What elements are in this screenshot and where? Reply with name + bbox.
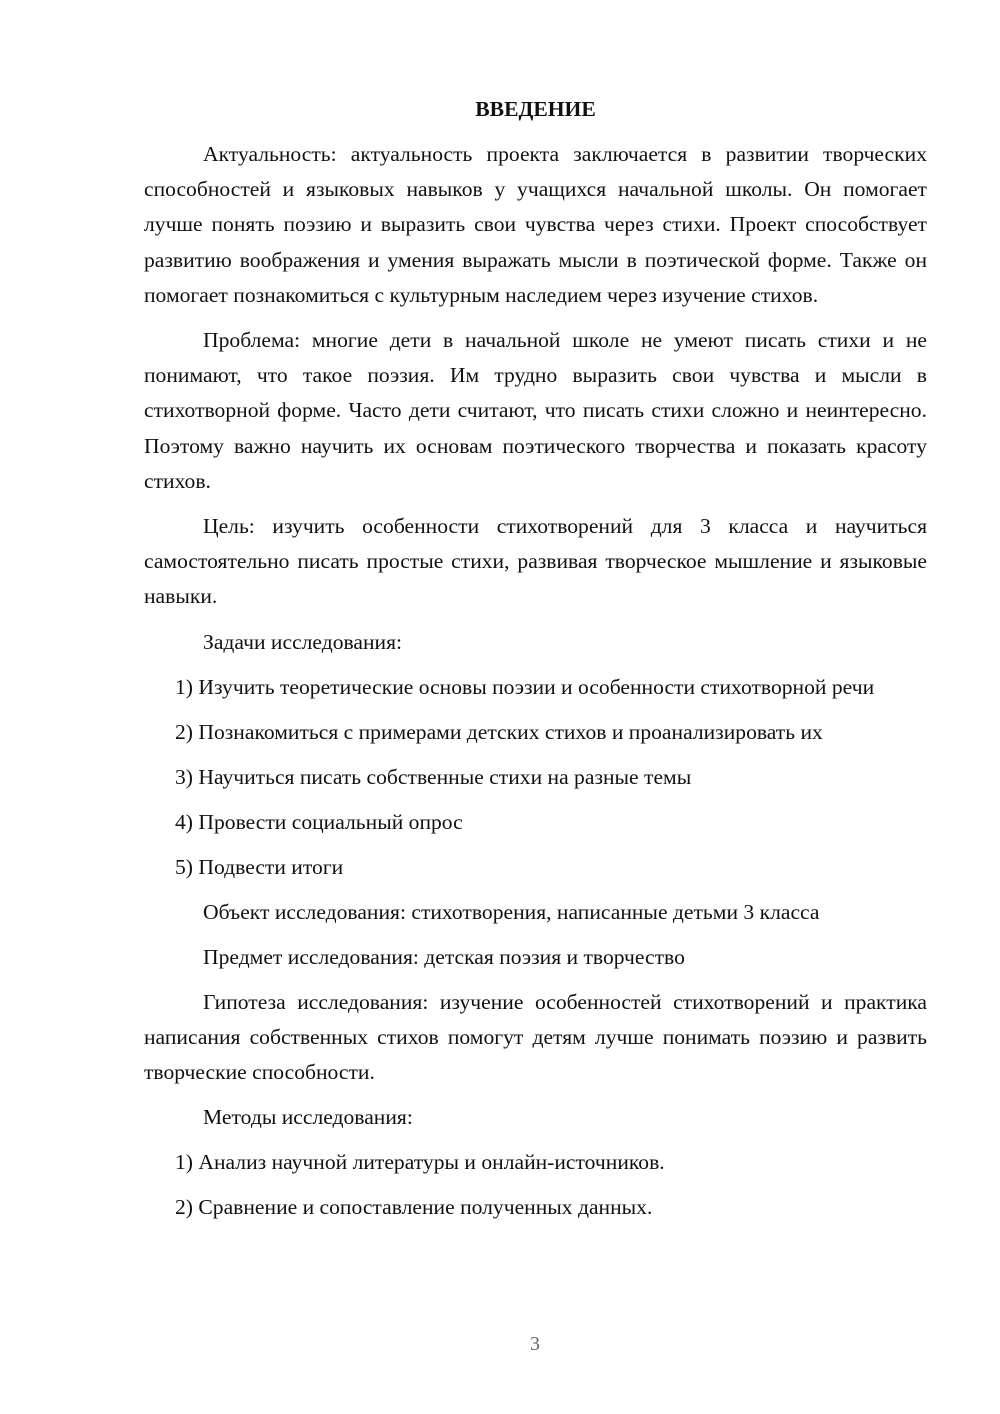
tasks-heading: Задачи исследования: [203, 629, 403, 654]
hypothesis-paragraph: Гипотеза исследования: изучение особенностей стихотворений и практика написания собственных стихов помогут детям лучше понимать поэзию и развить творческие способности. [144, 989, 927, 1085]
subject-paragraph: Предмет исследования: детская поэзия и творчество [203, 944, 685, 969]
task-item: 5) Подвести итоги [175, 854, 344, 879]
task-item: 2) Познакомиться с примерами детских стихов и проанализировать их [175, 719, 823, 744]
page-number: 3 [530, 1333, 540, 1355]
task-item: 4) Провести социальный опрос [175, 809, 463, 834]
method-item: 1) Анализ научной литературы и онлайн-источников. [175, 1150, 665, 1175]
section-title: ВВЕДЕНИЕ [475, 97, 596, 121]
object-paragraph: Объект исследования: стихотворения, написанные детьми 3 класса [203, 899, 820, 924]
document-page [144, 92, 927, 1235]
problem-paragraph: Проблема: многие дети в начальной школе не умеют писать стихи и не понимают, что такое поэзия. Им трудно выразить свои чувства и мысли в стихотворной форме. Часто дети считают, что писать стихи сложно и неинтересно. Поэтому важно научить их основам поэтического творчества и показать красоту стихов. [144, 328, 927, 493]
task-item: 3) Научиться писать собственные стихи на разные темы [175, 764, 692, 789]
relevance-paragraph: Актуальность: актуальность проекта заключается в развитии творческих способностей и языковых навыков у учащихся начальной школы. Он помогает лучше понять поэзию и выразить свои чувства через стихи. Проект способствует развитию воображения и умения выражать мысли в поэтической форме. Также он помогает познакомиться с культурным наследием через изучение стихов. [144, 142, 927, 307]
goal-paragraph: Цель: изучить особенности стихотворений для 3 класса и научиться самостоятельно писать простые стихи, развивая творческое мышление и языковые навыки. [144, 514, 927, 609]
method-item: 2) Сравнение и сопоставление полученных данных. [175, 1195, 653, 1220]
task-item: 1) Изучить теоретические основы поэзии и особенности стихотворной речи [175, 674, 875, 699]
methods-heading: Методы исследования: [203, 1105, 413, 1130]
